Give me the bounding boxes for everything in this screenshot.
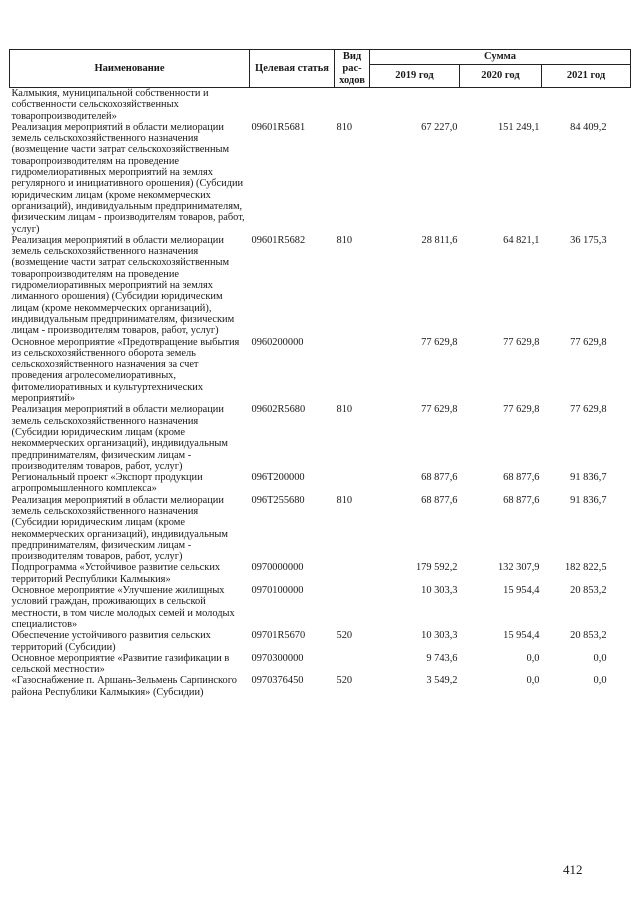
table-row <box>10 675 631 698</box>
row-value-2020: 68 877,6 <box>503 494 540 506</box>
row-value-2021: 182 822,5 <box>564 562 607 574</box>
row-expense-type: 810 <box>336 234 353 246</box>
row-name: Реализация мероприятий в области мелиорации земель сельскохозяйственного назначения (Субсидии юридическим лицам (кроме некоммерческих организаций), индивидуальным предпринимателям, физическим лицам - производителям товаров, работ, услуг) <box>11 404 228 472</box>
row-expense-type <box>335 585 370 630</box>
row-value-2021: 20 853,2 <box>570 585 607 597</box>
row-name: Основное мероприятие «Улучшение жилищных условий граждан, проживающих в сельской местности, в том числе молодых семей и молодых специалистов» <box>11 585 235 630</box>
row-name: Реализация мероприятий в области мелиорации земель сельскохозяйственного назначения (Субсидии юридическим лицам (кроме некоммерческих организаций), индивидуальным предпринимателям, физическим лицам - производителям товаров, работ, услуг) <box>11 494 228 563</box>
budget-table <box>9 49 631 698</box>
row-target-code: 09701R5670 <box>251 630 306 642</box>
row-value-2021: 36 175,3 <box>570 234 607 246</box>
table-row <box>10 337 631 405</box>
row-name: «Газоснабжение п. Аршань-Зельмень Сарпинского района Республики Калмыкия» (Субсидии) <box>11 675 237 698</box>
row-expense-type <box>335 562 370 585</box>
row-target-code: 0970100000 <box>251 585 304 597</box>
table-row <box>10 495 631 563</box>
row-value-2020: 68 877,6 <box>503 472 540 484</box>
row-value-2019: 9 743,6 <box>426 652 458 664</box>
row-name: Обеспечение устойчивого развития сельских территорий (Субсидии) <box>11 630 211 653</box>
row-target-code: 0960200000 <box>251 336 304 348</box>
row-target-code: 096T255680 <box>251 494 305 506</box>
row-value-2019: 3 549,2 <box>426 675 458 687</box>
row-value-2020: 0,0 <box>526 652 540 664</box>
row-expense-type <box>335 653 370 676</box>
row-name: Региональный проект «Экспорт продукции агропромышленного комплекса» <box>11 472 203 495</box>
row-name: Подпрограмма «Устойчивое развитие сельских территорий Республики Калмыкия» <box>11 562 221 585</box>
table-row <box>10 404 631 472</box>
row-target-code: 0970300000 <box>251 652 304 664</box>
row-value-2021: 0,0 <box>593 675 607 687</box>
table-row <box>10 122 631 235</box>
row-value-2021: 77 629,8 <box>570 336 607 348</box>
row-name: Калмыкия, муниципальной собственности и собственности сельскохозяйственных товаропроизводителей» <box>11 88 209 122</box>
row-target-code: 0970000000 <box>251 562 304 574</box>
header-name: Наименование <box>10 50 250 88</box>
row-value-2020: 15 954,4 <box>503 630 540 642</box>
table-body <box>10 88 631 699</box>
header-2019: 2019 год <box>370 65 460 88</box>
row-expense-type: 520 <box>336 630 353 642</box>
table-row <box>10 630 631 653</box>
row-name: Реализация мероприятий в области мелиорации земель сельскохозяйственного назначения (возмещение части затрат сельскохозяйственным товаропроизводителям на проведение гидромелиоративных мероприятий на землях лиманного орошения) (Субсидии юридическим лицам (кроме некоммерческих организаций), индивидуальным предпринимателям, физическим лицам - производителям товаров, работ, услуг) <box>11 234 235 337</box>
row-value-2019: 77 629,8 <box>421 336 458 348</box>
row-value-2019: 10 303,3 <box>421 585 458 597</box>
header-2020: 2020 год <box>460 65 542 88</box>
table-row <box>10 472 631 495</box>
row-value-2021: 20 853,2 <box>570 630 607 642</box>
row-value-2020: 132 307,9 <box>497 562 540 574</box>
row-value-2020: 15 954,4 <box>503 585 540 597</box>
row-expense-type: 810 <box>336 494 353 506</box>
row-target-code: 0970376450 <box>251 675 304 687</box>
row-target-code: 09602R5680 <box>251 404 306 416</box>
table-row <box>10 653 631 676</box>
row-value-2019: 28 811,6 <box>421 234 458 246</box>
table-row <box>10 562 631 585</box>
row-target-code: 096T200000 <box>251 472 305 484</box>
row-name: Реализация мероприятий в области мелиорации земель сельскохозяйственного назначения (возмещение части затрат сельскохозяйственным товаропроизводителям на проведение гидромелиоративных мероприятий на землях регулярного и инициативного орошения) (Субсидии юридическим лицам (кроме некоммерческих организаций), индивидуальным предпринимателям, физическим лицам - производителям товаров, работ, услуг) <box>11 121 245 235</box>
row-value-2019: 10 303,3 <box>421 630 458 642</box>
row-name: Основное мероприятие «Развитие газификации в сельской местности» <box>11 652 230 676</box>
table-row <box>10 585 631 630</box>
header-target: Целевая статья <box>250 50 335 88</box>
row-expense-type: 520 <box>336 675 353 687</box>
row-value-2019: 77 629,8 <box>421 404 458 416</box>
row-expense-type: 810 <box>336 404 353 416</box>
row-value-2020 <box>460 88 542 122</box>
table-row <box>10 88 631 122</box>
row-expense-type <box>335 472 370 495</box>
table-header <box>10 50 631 88</box>
row-expense-type: 810 <box>336 121 353 133</box>
row-value-2020: 151 249,1 <box>497 121 540 133</box>
row-value-2019 <box>370 88 460 122</box>
row-value-2021: 77 629,8 <box>570 404 607 416</box>
row-value-2019: 179 592,2 <box>415 562 458 574</box>
row-value-2019: 67 227,0 <box>421 121 458 133</box>
row-value-2021: 91 836,7 <box>570 494 607 506</box>
row-expense-type <box>335 88 370 122</box>
table-row <box>10 235 631 337</box>
row-target-code: 09601R5682 <box>251 234 306 246</box>
header-vid: Вид рас-ходов <box>335 50 370 88</box>
page-number: 412 <box>563 862 583 877</box>
header-2021: 2021 год <box>542 65 631 88</box>
row-target-code: 09601R5681 <box>251 121 306 133</box>
row-value-2021 <box>542 88 631 122</box>
row-value-2020: 77 629,8 <box>503 404 540 416</box>
row-value-2020: 64 821,1 <box>503 234 540 246</box>
row-value-2019: 68 877,6 <box>421 494 458 506</box>
row-value-2020: 0,0 <box>526 675 540 687</box>
row-value-2021: 91 836,7 <box>570 472 607 484</box>
row-target-code <box>250 88 335 122</box>
row-name: Основное мероприятие «Предотвращение выбытия из сельскохозяйственного оборота земель сельскохозяйственного назначения за счет проведения агролесомелиоративных, фитомелиоративных и культуртехнических мероприятий» <box>11 336 240 405</box>
row-value-2019: 68 877,6 <box>421 472 458 484</box>
row-expense-type <box>335 337 370 405</box>
row-value-2020: 77 629,8 <box>503 336 540 348</box>
row-value-2021: 84 409,2 <box>570 121 607 133</box>
header-sum: Сумма <box>370 50 631 65</box>
row-value-2021: 0,0 <box>593 652 607 664</box>
